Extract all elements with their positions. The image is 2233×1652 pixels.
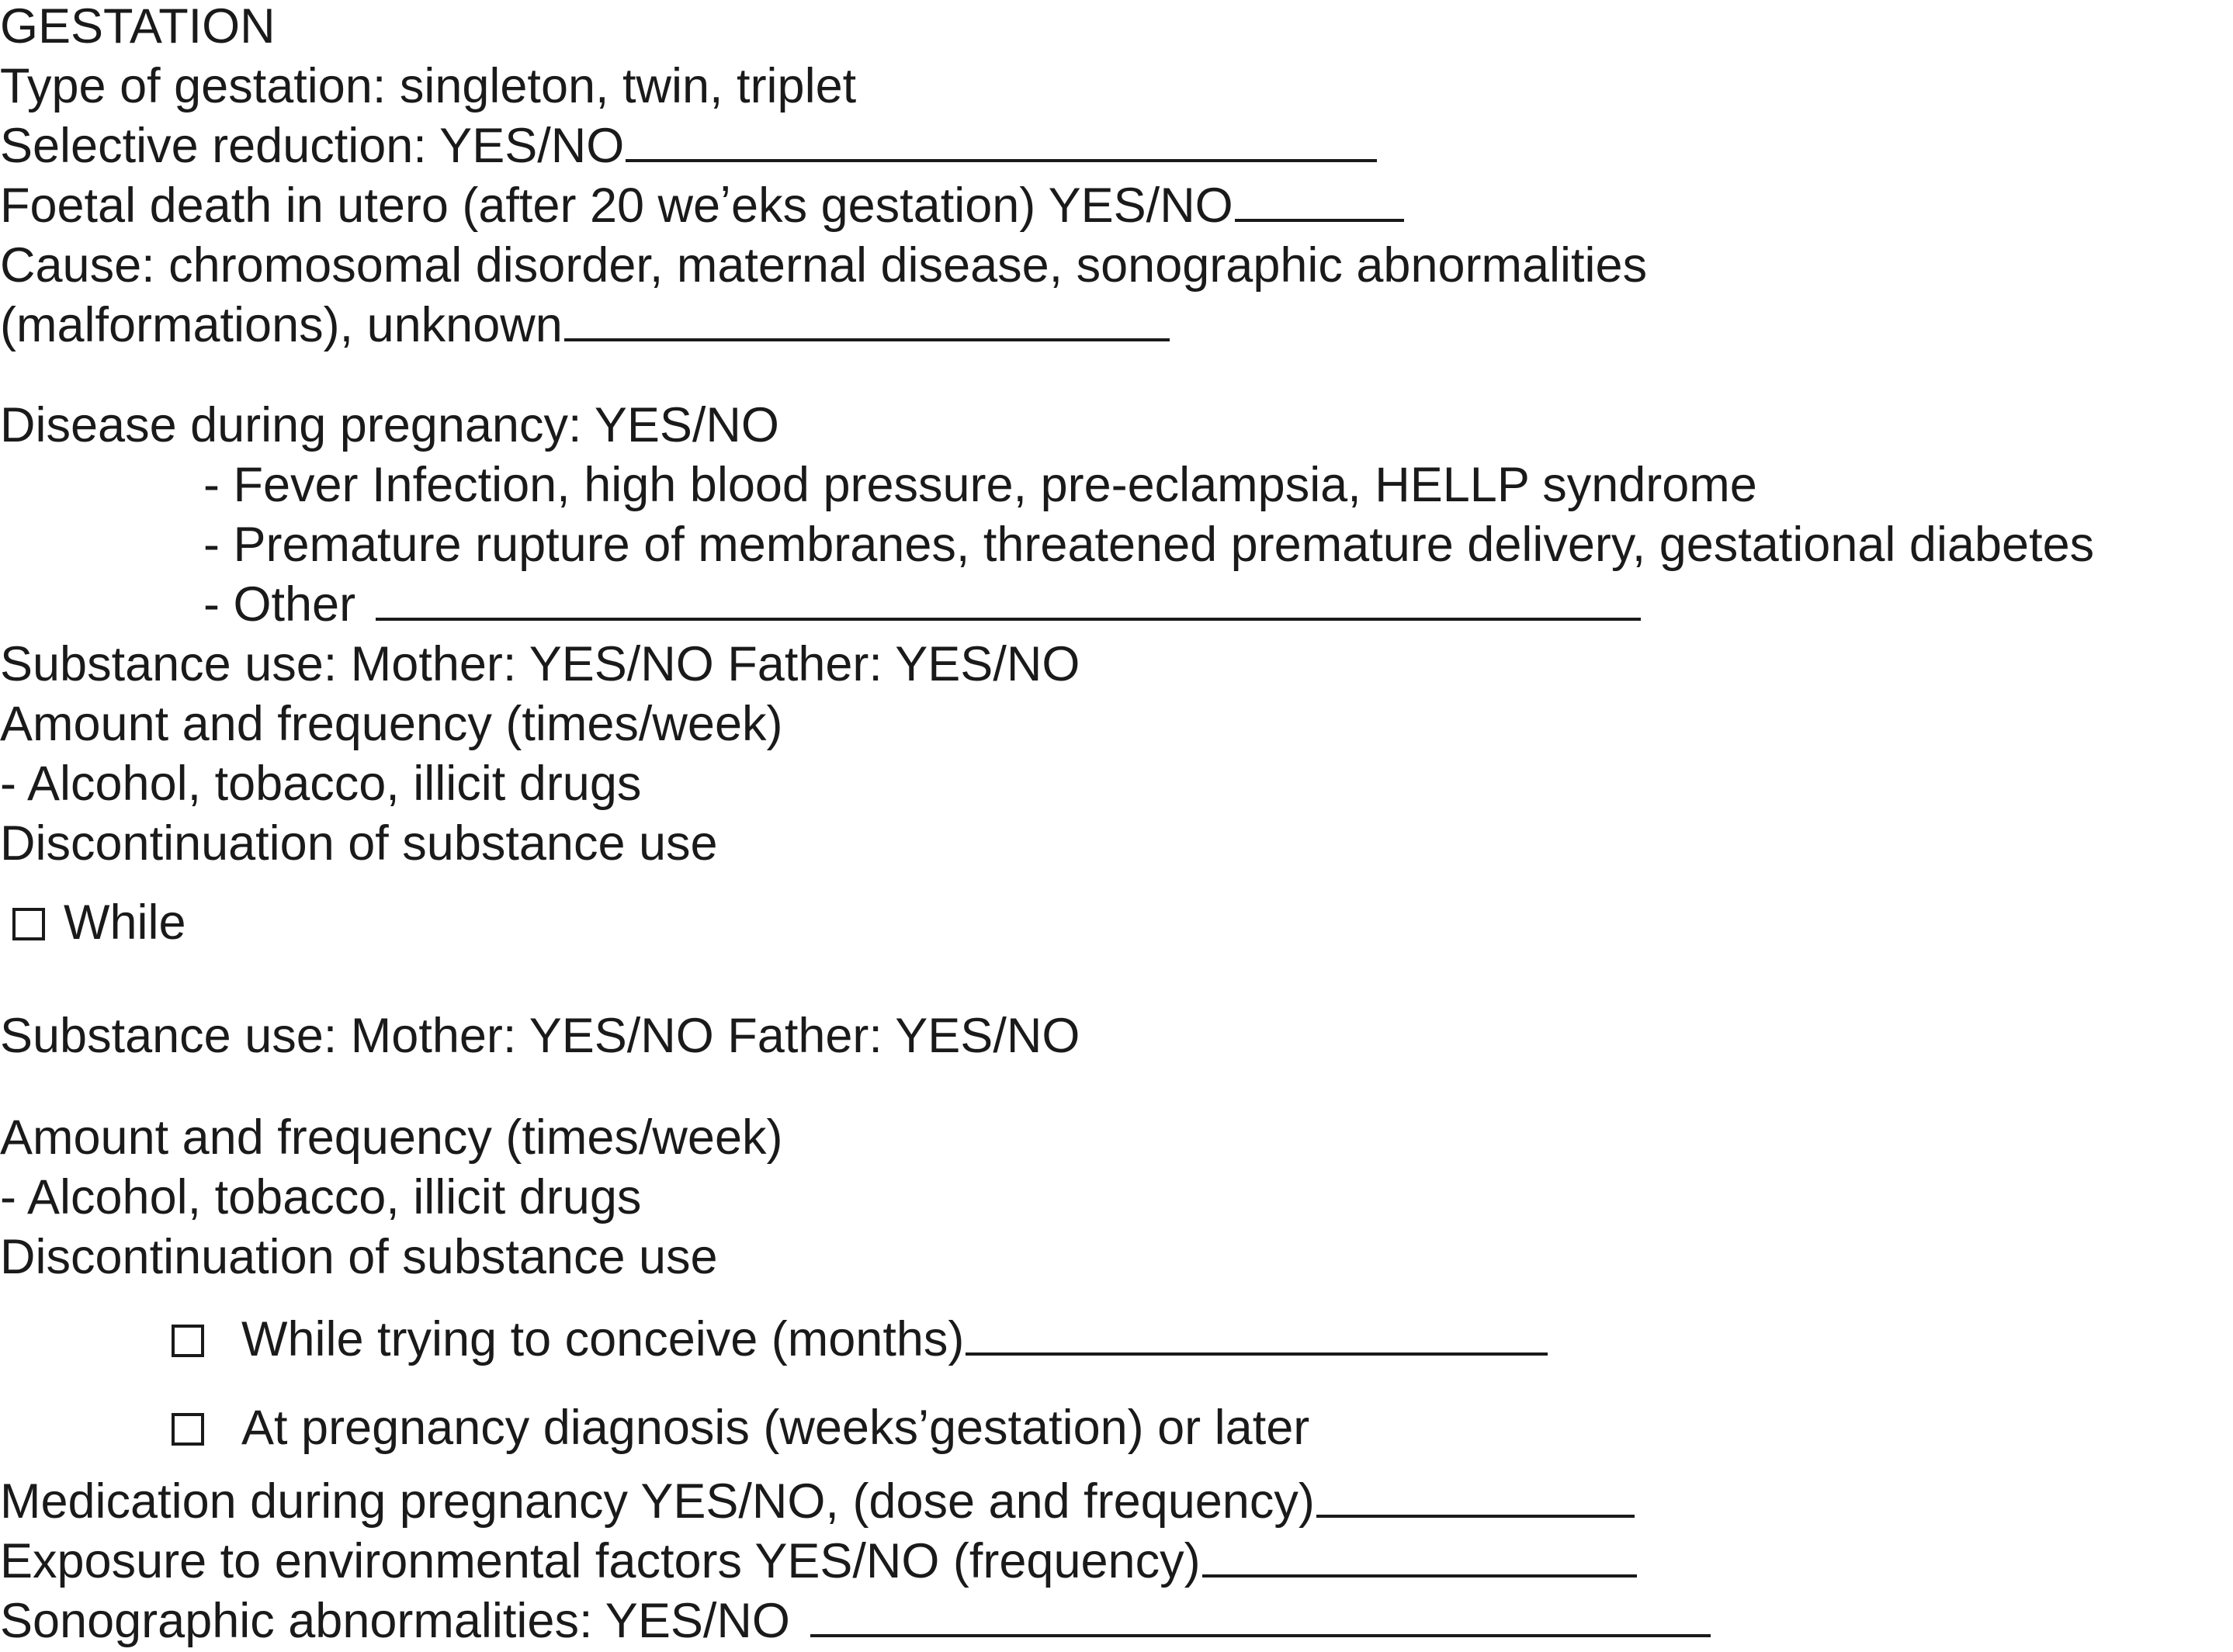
sonographic-blank[interactable] <box>810 1594 1711 1637</box>
substance-use-line-2: Substance use: Mother: YES/NO Father: YES/NO <box>0 1009 1080 1063</box>
checkbox-diagnosis-row <box>172 1398 1309 1457</box>
medication-line <box>0 1472 1635 1531</box>
selective-reduction-blank[interactable] <box>626 119 1377 162</box>
checkbox-trying-label: While trying to conceive (months) <box>241 1312 965 1366</box>
checkbox-diagnosis-label: At pregnancy diagnosis (weeks’gestation) or later <box>241 1401 1310 1455</box>
checkbox-while-row <box>12 893 186 952</box>
disease-other-label: - Other <box>203 577 356 632</box>
selective-reduction-label: Selective reduction: YES/NO <box>0 119 625 173</box>
checkbox-pregnancy-diagnosis[interactable] <box>172 1413 204 1446</box>
trying-to-conceive-blank[interactable] <box>966 1312 1548 1356</box>
disease-item-fever: - Fever Infection, high blood pressure, pre-eclampsia, HELLP syndrome <box>203 458 1757 512</box>
checkbox-while-label: While <box>64 895 186 950</box>
disease-item-premature: - Premature rupture of membranes, threatened premature delivery, gestational diabetes <box>203 518 2095 572</box>
checkbox-trying-row <box>172 1310 1548 1369</box>
medication-label: Medication during pregnancy YES/NO, (dose and frequency) <box>0 1474 1315 1529</box>
sonographic-label: Sonographic abnormalities: YES/NO <box>0 1594 790 1648</box>
exposure-label: Exposure to environmental factors YES/NO (frequency) <box>0 1534 1201 1588</box>
checkbox-trying-to-conceive[interactable] <box>172 1325 204 1357</box>
cause-blank[interactable] <box>564 298 1170 341</box>
cause-line-2-label: (malformations), unknown <box>0 298 563 352</box>
substances-line-1: - Alcohol, tobacco, illicit drugs <box>0 757 642 811</box>
cause-line-1: Cause: chromosomal disorder, maternal disease, sonographic abnormalities <box>0 238 1648 293</box>
disease-item-other <box>203 575 1641 634</box>
form-title: GESTATION <box>0 0 276 54</box>
amount-frequency-line-2: Amount and frequency (times/week) <box>0 1110 783 1165</box>
foetal-death-blank[interactable] <box>1235 178 1404 222</box>
exposure-blank[interactable] <box>1202 1534 1637 1578</box>
exposure-line <box>0 1532 1637 1591</box>
cause-line-2 <box>0 296 1170 355</box>
substance-use-line-1: Substance use: Mother: YES/NO Father: YES/NO <box>0 637 1080 691</box>
sonographic-line <box>0 1591 1711 1650</box>
selective-reduction-line <box>0 116 1377 175</box>
disease-other-blank[interactable] <box>376 577 1641 621</box>
medication-blank[interactable] <box>1316 1474 1635 1518</box>
type-of-gestation-line: Type of gestation: singleton, twin, triplet <box>0 59 857 113</box>
foetal-death-label: Foetal death in utero (after 20 weʼeks gestation) YES/NO <box>0 178 1233 233</box>
disease-during-pregnancy-line: Disease during pregnancy: YES/NO <box>0 398 779 452</box>
discontinuation-line-1: Discontinuation of substance use <box>0 816 718 871</box>
substances-line-2: - Alcohol, tobacco, illicit drugs <box>0 1170 642 1224</box>
checkbox-while[interactable] <box>12 908 45 940</box>
foetal-death-line <box>0 176 1404 235</box>
discontinuation-line-2: Discontinuation of substance use <box>0 1230 718 1284</box>
amount-frequency-line-1: Amount and frequency (times/week) <box>0 697 783 751</box>
